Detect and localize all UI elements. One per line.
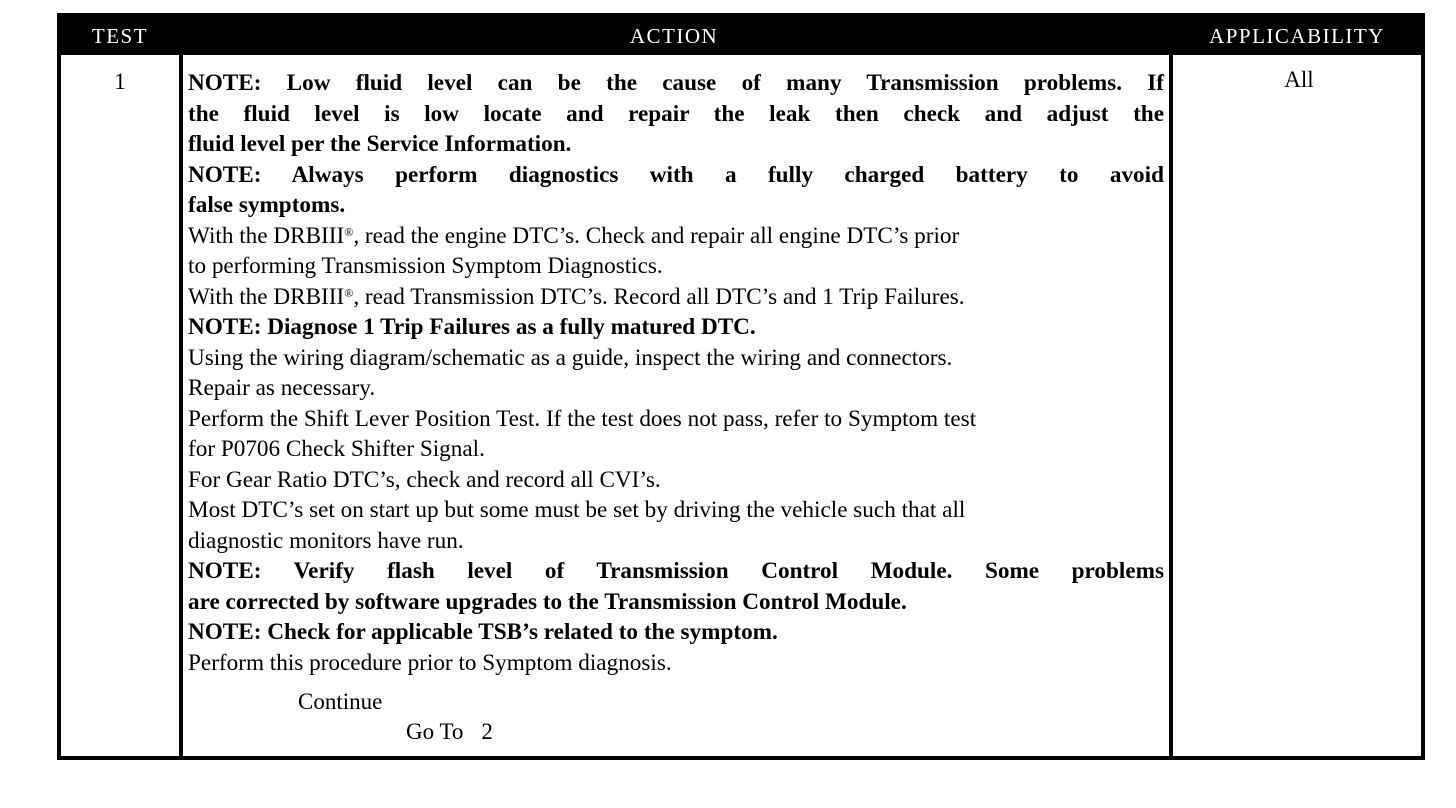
diagnostic-test-table xyxy=(57,13,1425,760)
note-line: fluid level per the Service Information. xyxy=(188,131,572,157)
header-action: ACTION xyxy=(629,23,719,48)
goto-instruction xyxy=(406,719,493,745)
note-line: false symptoms. xyxy=(188,192,346,218)
applicability-value: All xyxy=(1284,67,1314,92)
instruction-line: diagnostic monitors have run. xyxy=(188,527,464,554)
instruction-line xyxy=(188,221,1164,252)
action-text xyxy=(188,68,1164,678)
continue-label: Continue xyxy=(298,689,383,714)
note-line: NOTE: Check for applicable TSB’s related to the symptom. xyxy=(188,619,778,645)
column-divider xyxy=(1169,55,1173,756)
goto-label: Go To xyxy=(406,719,464,744)
registered-mark: ® xyxy=(344,285,354,300)
instruction-text: With the DRBIII xyxy=(188,222,345,249)
instruction-line: Most DTC’s set on start up but some must be set by driving the vehicle such that all xyxy=(188,497,966,523)
instruction-line: Perform this procedure prior to Symptom diagnosis. xyxy=(188,649,672,676)
registered-mark: ® xyxy=(344,224,354,239)
note-line: NOTE: Low fluid level can be the cause of many Transmission problems. If xyxy=(188,70,1164,96)
instruction-text: , read Transmission DTC’s. Record all DTC’s and 1 Trip Failures. xyxy=(353,283,965,310)
column-divider xyxy=(179,55,183,756)
instruction-line: Perform the Shift Lever Position Test. If the test does not pass, refer to Symptom test xyxy=(188,405,977,432)
note-line: NOTE: Always perform diagnostics with a fully charged battery to avoid xyxy=(188,161,1164,188)
note-line: NOTE: Diagnose 1 Trip Failures as a fully matured DTC. xyxy=(188,314,756,340)
note-line: the fluid level is low locate and repair the leak then check and adjust the xyxy=(188,100,1164,127)
table-header xyxy=(61,17,1421,55)
instruction-line: to performing Transmission Symptom Diagnostics. xyxy=(188,253,663,279)
header-applicability: APPLICABILITY xyxy=(1209,23,1385,48)
instruction-line: Using the wiring diagram/schematic as a guide, inspect the wiring and connectors. xyxy=(188,344,953,371)
instruction-text: With the DRBIII xyxy=(188,283,345,310)
note-line: are corrected by software upgrades to the Transmission Control Module. xyxy=(188,588,907,615)
instruction-line: For Gear Ratio DTC’s, check and record all CVI’s. xyxy=(188,466,661,493)
instruction-line: for P0706 Check Shifter Signal. xyxy=(188,436,485,462)
instruction-line xyxy=(188,282,1164,313)
note-line: NOTE: Verify flash level of Transmission Control Module. Some problems xyxy=(188,558,1164,584)
instruction-line: Repair as necessary. xyxy=(188,375,376,401)
goto-target: 2 xyxy=(481,719,493,744)
header-test: TEST xyxy=(91,23,149,48)
instruction-text: , read the engine DTC’s. Check and repair all engine DTC’s prior xyxy=(353,222,960,249)
test-number: 1 xyxy=(114,69,126,94)
